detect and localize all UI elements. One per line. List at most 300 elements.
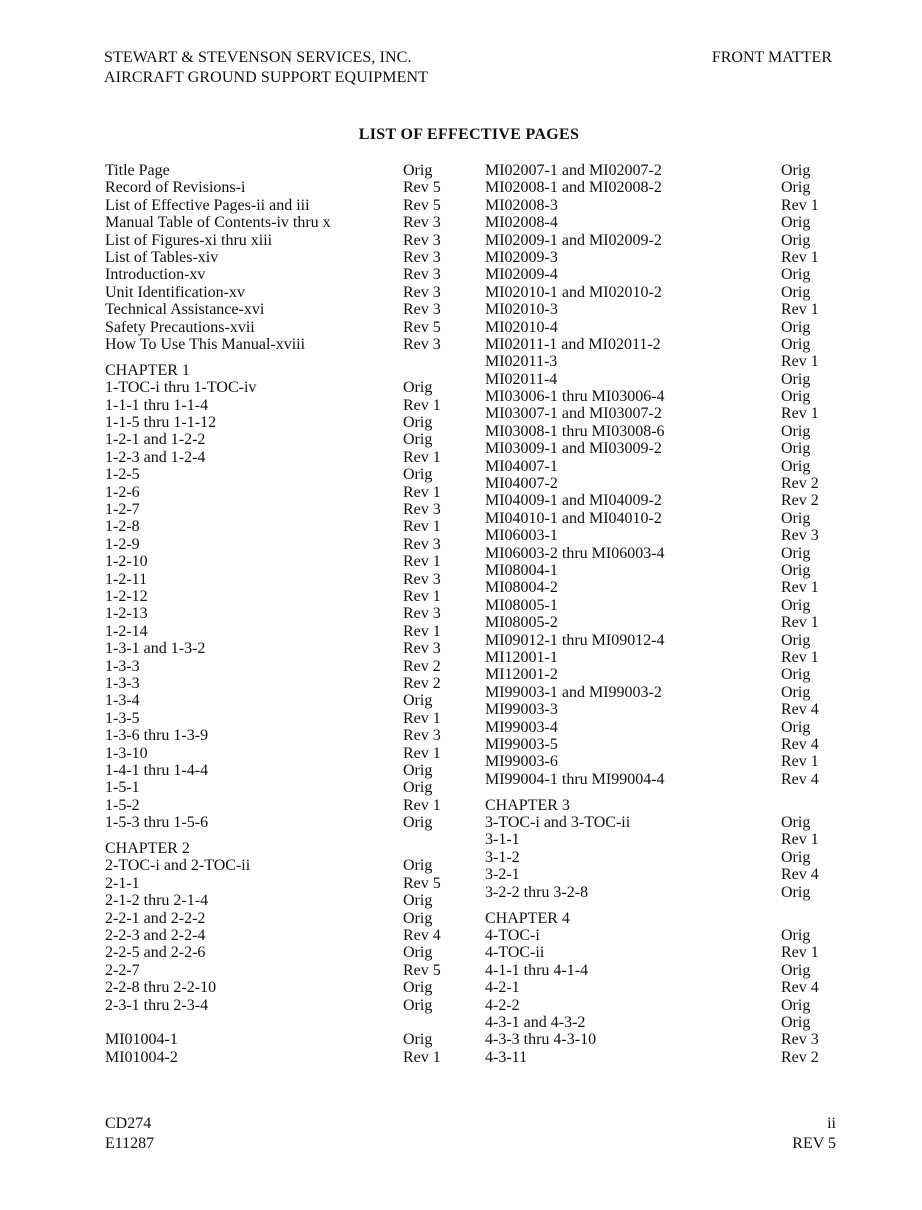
- revision-status: Orig: [781, 927, 811, 945]
- footer-left: [105, 1114, 154, 1154]
- page-range: 2-2-5 and 2-2-6: [105, 944, 206, 962]
- revision-status: Rev 2: [781, 1048, 819, 1066]
- lep-row: [105, 892, 465, 909]
- page-range: MI04010-1 and MI04010-2: [485, 509, 662, 527]
- page-range: MI02011-3: [485, 353, 558, 371]
- page-range: MI02011-4: [485, 370, 558, 388]
- revision-status: Orig: [403, 1031, 433, 1049]
- lep-row: [105, 484, 465, 501]
- page-range: 1-4-1 thru 1-4-4: [105, 761, 209, 779]
- page-range: 3-1-2: [485, 848, 520, 866]
- revision-status: Orig: [781, 1013, 811, 1031]
- page-range: MI01004-2: [105, 1048, 178, 1066]
- doc-number: E11287: [105, 1135, 155, 1152]
- page-range: MI02007-1 and MI02007-2: [485, 162, 662, 179]
- revision-status: Orig: [403, 857, 433, 875]
- page-range: 1-2-13: [105, 605, 148, 623]
- page-number: ii: [827, 1115, 836, 1132]
- revision-status: Orig: [781, 370, 811, 388]
- page-range: Introduction-xv: [105, 266, 206, 284]
- page-range: 4-TOC-ii: [485, 944, 545, 962]
- lep-row: [485, 284, 835, 301]
- lep-row: [105, 605, 465, 622]
- page-range: MI99003-1 and MI99003-2: [485, 683, 662, 701]
- revision-status: Orig: [403, 779, 433, 797]
- lep-row: [105, 675, 465, 692]
- revision-status: Rev 1: [781, 648, 819, 666]
- lep-row: [105, 944, 465, 961]
- page-range: 1-1-5 thru 1-1-12: [105, 414, 217, 432]
- revision-status: Orig: [403, 892, 433, 910]
- page-range: 1-3-3: [105, 657, 140, 675]
- lep-row: [485, 475, 835, 492]
- lep-row: [105, 162, 465, 179]
- revision-status: Orig: [781, 214, 811, 232]
- revision-status: Orig: [781, 544, 811, 562]
- lep-row: [485, 388, 835, 405]
- lep-row: [485, 831, 835, 848]
- page-range: CHAPTER 2: [105, 840, 190, 858]
- page-range: 1-2-10: [105, 553, 148, 571]
- revision-status: Rev 2: [781, 475, 819, 493]
- lep-row: [485, 632, 835, 649]
- page-range: 1-2-8: [105, 518, 140, 536]
- revision-status: Orig: [781, 457, 811, 475]
- lep-row: [485, 214, 835, 231]
- revision-status: Orig: [781, 335, 811, 353]
- page-range: 1-2-9: [105, 535, 140, 553]
- lep-row: [105, 266, 465, 283]
- chapter-heading: [105, 353, 465, 379]
- revision-status: Rev 4: [403, 927, 441, 945]
- lep-row: [485, 371, 835, 388]
- revision-status: Rev 4: [781, 979, 819, 997]
- revision-status: Orig: [403, 162, 433, 179]
- lep-row: [105, 658, 465, 675]
- page-range: 2-1-2 thru 2-1-4: [105, 892, 209, 910]
- lep-row: [485, 666, 835, 683]
- revision-status: Orig: [781, 266, 811, 284]
- page-range: 1-2-1 and 1-2-2: [105, 431, 206, 449]
- page-range: MI03009-1 and MI03009-2: [485, 440, 662, 458]
- page-range: 2-2-1 and 2-2-2: [105, 909, 206, 927]
- revision-status: Orig: [781, 318, 811, 336]
- lep-row: [485, 997, 835, 1014]
- page-range: MI99004-1 thru MI99004-4: [485, 770, 665, 788]
- page-range: MI99003-6: [485, 753, 558, 771]
- revision-status: Rev 3: [403, 605, 441, 623]
- page-range: 1-2-11: [105, 570, 148, 588]
- lep-row: [105, 553, 465, 570]
- revision-status: Rev 4: [781, 735, 819, 753]
- lep-row: [485, 510, 835, 527]
- lep-row: [105, 910, 465, 927]
- revision-status: Rev 1: [781, 405, 819, 423]
- lep-row: [105, 979, 465, 996]
- lep-row: [485, 927, 835, 944]
- division-name: AIRCRAFT GROUND SUPPORT EQUIPMENT: [104, 69, 429, 86]
- page-range: MI04007-2: [485, 475, 558, 493]
- revision-status: Rev 3: [403, 535, 441, 553]
- lep-row: [105, 727, 465, 744]
- page-range: 1-3-6 thru 1-3-9: [105, 727, 209, 745]
- revision-status: Rev 5: [403, 874, 441, 892]
- page-range: MI01004-1: [105, 1031, 178, 1049]
- revision-status: Orig: [781, 883, 811, 901]
- lep-row: [105, 875, 465, 892]
- revision-status: Rev 3: [403, 266, 441, 284]
- revision-status: Rev 3: [403, 214, 441, 232]
- revision-status: Orig: [781, 683, 811, 701]
- page-range: MI99003-5: [485, 735, 558, 753]
- lep-row: [485, 527, 835, 544]
- page-range: MI02010-3: [485, 301, 558, 319]
- revision-status: Orig: [403, 909, 433, 927]
- revision-status: Orig: [781, 440, 811, 458]
- lep-row: [485, 492, 835, 509]
- lep-row: [105, 414, 465, 431]
- lep-row: [105, 518, 465, 535]
- revision-status: Rev 5: [403, 196, 441, 214]
- revision-status: Rev 1: [781, 753, 819, 771]
- page-range: 2-TOC-i and 2-TOC-ii: [105, 857, 251, 875]
- page-range: 1-3-1 and 1-3-2: [105, 640, 206, 658]
- page-range: 3-1-1: [485, 831, 520, 849]
- page-range: 1-2-5: [105, 466, 140, 484]
- page-range: MI08005-2: [485, 614, 558, 632]
- revision-status: Orig: [403, 692, 433, 710]
- lep-row: [485, 1014, 835, 1031]
- revision-status: Rev 3: [403, 727, 441, 745]
- lep-row: [105, 179, 465, 196]
- revision-status: Rev 3: [403, 335, 441, 353]
- lep-row: [105, 336, 465, 353]
- page-range: MI02010-4: [485, 318, 558, 336]
- lep-row: [485, 979, 835, 996]
- company-name: STEWART & STEVENSON SERVICES, INC.: [104, 49, 412, 66]
- revision-status: Orig: [781, 631, 811, 649]
- page-range: 1-2-3 and 1-2-4: [105, 448, 206, 466]
- page-range: 4-3-3 thru 4-3-10: [485, 1031, 597, 1049]
- revision-status: Rev 1: [403, 622, 441, 640]
- page-range: MI99003-4: [485, 718, 558, 736]
- lep-row: [105, 1049, 465, 1066]
- revision-status: Rev 1: [781, 579, 819, 597]
- page-range: MI03007-1 and MI03007-2: [485, 405, 662, 423]
- lep-row: [485, 614, 835, 631]
- page-range: MI03006-1 thru MI03006-4: [485, 388, 665, 406]
- lep-row: [105, 762, 465, 779]
- page-range: 1-2-7: [105, 501, 140, 519]
- page-range: MI06003-1: [485, 527, 558, 545]
- revision-status: Orig: [781, 162, 811, 179]
- lep-row: [485, 944, 835, 961]
- header-left: [104, 48, 428, 88]
- lep-row: [485, 405, 835, 422]
- lep-row: [485, 701, 835, 718]
- page-range: MI02008-1 and MI02008-2: [485, 179, 662, 197]
- page-range: 1-5-1: [105, 779, 140, 797]
- lep-row: [485, 319, 835, 336]
- revision-status: Rev 3: [403, 301, 441, 319]
- page-range: 1-2-14: [105, 622, 148, 640]
- lep-row: [485, 597, 835, 614]
- lep-row: [485, 423, 835, 440]
- revision-status: Orig: [403, 814, 433, 832]
- revision-status: Rev 1: [403, 483, 441, 501]
- page-range: MI12001-2: [485, 666, 558, 684]
- revision-status: Orig: [781, 509, 811, 527]
- page-range: 1-2-6: [105, 483, 140, 501]
- revision-status: Orig: [403, 944, 433, 962]
- lep-row: [105, 588, 465, 605]
- lep-row: [105, 466, 465, 483]
- page-range: 2-2-8 thru 2-2-10: [105, 979, 217, 997]
- revision-status: Orig: [781, 596, 811, 614]
- page-range: Unit Identification-xv: [105, 283, 245, 301]
- lep-row: [105, 197, 465, 214]
- revision-status: Rev 1: [403, 518, 441, 536]
- revision-status: Orig: [781, 961, 811, 979]
- lep-row: [105, 857, 465, 874]
- page-range: MI04007-1: [485, 457, 558, 475]
- lep-row: [105, 431, 465, 448]
- lep-row: [485, 649, 835, 666]
- lep-row: [105, 571, 465, 588]
- revision-status: Orig: [403, 431, 433, 449]
- revision-status: Rev 1: [781, 248, 819, 266]
- revision-status: Rev 1: [403, 587, 441, 605]
- page-range: 4-3-11: [485, 1048, 528, 1066]
- revision-status: Orig: [781, 848, 811, 866]
- lep-row: [105, 797, 465, 814]
- spacer: [105, 1014, 465, 1031]
- page-range: Record of Revisions-i: [105, 179, 246, 197]
- revision-status: Orig: [403, 379, 433, 397]
- revision-status: Rev 5: [403, 961, 441, 979]
- page-range: 4-1-1 thru 4-1-4: [485, 961, 589, 979]
- revision-status: Orig: [403, 414, 433, 432]
- revision-status: Rev 1: [403, 709, 441, 727]
- revision-status: Orig: [403, 996, 433, 1014]
- lep-row: [485, 849, 835, 866]
- revision-status: Rev 1: [403, 448, 441, 466]
- lep-row: [105, 379, 465, 396]
- revision-status: Rev 1: [403, 396, 441, 414]
- lep-row: [485, 249, 835, 266]
- page-range: 3-2-1: [485, 866, 520, 884]
- revision-status: Rev 3: [403, 501, 441, 519]
- page-range: List of Effective Pages-ii and iii: [105, 196, 310, 214]
- page-range: CHAPTER 4: [485, 909, 570, 927]
- page-range: MI04009-1 and MI04009-2: [485, 492, 662, 510]
- page-range: MI08004-1: [485, 561, 558, 579]
- revision-status: Orig: [403, 761, 433, 779]
- lep-row: [105, 814, 465, 831]
- lep-row: [485, 579, 835, 596]
- revision-status: Rev 5: [403, 318, 441, 336]
- lep-row: [105, 640, 465, 657]
- lep-row: [105, 284, 465, 301]
- page-range: 2-3-1 thru 2-3-4: [105, 996, 209, 1014]
- revision-status: Rev 1: [781, 831, 819, 849]
- page-range: 3-2-2 thru 3-2-8: [485, 883, 589, 901]
- right-column: [485, 162, 835, 1066]
- page-range: List of Figures-xi thru xiii: [105, 231, 273, 249]
- page-range: Manual Table of Contents-iv thru x: [105, 214, 331, 232]
- lep-row: [485, 266, 835, 283]
- page-range: MI99003-3: [485, 701, 558, 719]
- page-range: MI02009-1 and MI02009-2: [485, 231, 662, 249]
- revision-status: Rev 1: [781, 353, 819, 371]
- revision-status: Rev 1: [781, 614, 819, 632]
- revision-status: Rev 3: [781, 527, 819, 545]
- page-title: LIST OF EFFECTIVE PAGES: [358, 126, 580, 143]
- revision-status: Rev 1: [403, 796, 441, 814]
- revision-status: Rev 5: [403, 179, 441, 197]
- lep-row: [105, 449, 465, 466]
- page-range: Safety Precautions-xvii: [105, 318, 255, 336]
- chapter-heading: [485, 901, 835, 927]
- revision-status: Orig: [781, 388, 811, 406]
- lep-row: [485, 197, 835, 214]
- page-range: MI09012-1 thru MI09012-4: [485, 631, 665, 649]
- revision-status: Orig: [403, 466, 433, 484]
- lep-row: [105, 745, 465, 762]
- revision-status: Rev 4: [781, 770, 819, 788]
- page-range: 1-5-2: [105, 796, 140, 814]
- revision-status: Rev 3: [403, 640, 441, 658]
- page-range: MI08005-1: [485, 596, 558, 614]
- lep-row: [485, 684, 835, 701]
- page-range: MI06003-2 thru MI06003-4: [485, 544, 665, 562]
- page-range: 4-TOC-i: [485, 927, 540, 945]
- lep-row: [485, 771, 835, 788]
- revision-status: Rev 2: [403, 674, 441, 692]
- lep-row: [485, 736, 835, 753]
- revision-status: Rev 4: [781, 866, 819, 884]
- lep-row: [105, 536, 465, 553]
- lep-row: [105, 501, 465, 518]
- lep-row: [105, 927, 465, 944]
- page-range: MI02010-1 and MI02010-2: [485, 283, 662, 301]
- lep-row: [485, 232, 835, 249]
- revision-status: Orig: [781, 814, 811, 832]
- page-range: 4-2-2: [485, 996, 520, 1014]
- page-range: CHAPTER 3: [485, 796, 570, 814]
- revision-status: Orig: [781, 179, 811, 197]
- page-range: 1-TOC-i thru 1-TOC-iv: [105, 379, 257, 397]
- page-range: 1-3-10: [105, 744, 148, 762]
- revision-status: Orig: [781, 561, 811, 579]
- page-range: MI08004-2: [485, 579, 558, 597]
- chapter-heading: [105, 831, 465, 857]
- lep-row: [485, 545, 835, 562]
- revision-status: Orig: [403, 979, 433, 997]
- revision-status: Rev 2: [781, 492, 819, 510]
- revision-status: Orig: [781, 718, 811, 736]
- revision-status: Rev 3: [403, 283, 441, 301]
- revision-label: REV 5: [792, 1135, 836, 1152]
- page-range: 2-1-1: [105, 874, 140, 892]
- lep-row: [485, 353, 835, 370]
- revision-status: Orig: [781, 231, 811, 249]
- lep-row: [485, 719, 835, 736]
- lep-row: [105, 319, 465, 336]
- lep-row: [105, 1031, 465, 1048]
- lep-row: [105, 962, 465, 979]
- lep-row: [485, 1049, 835, 1066]
- lep-row: [105, 997, 465, 1014]
- lep-row: [485, 753, 835, 770]
- lep-row: [485, 162, 835, 179]
- lep-row: [105, 692, 465, 709]
- revision-status: Rev 3: [403, 231, 441, 249]
- revision-status: Rev 1: [781, 196, 819, 214]
- revision-status: Orig: [781, 283, 811, 301]
- page-range: 4-2-1: [485, 979, 520, 997]
- revision-status: Rev 3: [403, 570, 441, 588]
- lep-row: [105, 214, 465, 231]
- page-range: 1-3-5: [105, 709, 140, 727]
- page-range: MI02008-3: [485, 196, 558, 214]
- page-range: 1-2-12: [105, 587, 148, 605]
- page-range: 1-3-3: [105, 674, 140, 692]
- revision-status: Rev 2: [403, 657, 441, 675]
- lep-row: [485, 458, 835, 475]
- page-range: MI02008-4: [485, 214, 558, 232]
- revision-status: Rev 4: [781, 701, 819, 719]
- lep-row: [485, 179, 835, 196]
- page-range: 3-TOC-i and 3-TOC-ii: [485, 814, 631, 832]
- page-range: 1-3-4: [105, 692, 140, 710]
- lep-row: [485, 562, 835, 579]
- page-range: 4-3-1 and 4-3-2: [485, 1013, 586, 1031]
- page-range: 1-1-1 thru 1-1-4: [105, 396, 209, 414]
- revision-status: Rev 3: [781, 1031, 819, 1049]
- page-range: Title Page: [105, 162, 170, 179]
- lep-row: [485, 962, 835, 979]
- chapter-heading: [485, 788, 835, 814]
- page-range: MI02009-4: [485, 266, 558, 284]
- page-range: MI12001-1: [485, 648, 558, 666]
- doc-code: CD274: [105, 1115, 152, 1132]
- lep-row: [485, 866, 835, 883]
- page-range: List of Tables-xiv: [105, 248, 219, 266]
- revision-status: Rev 3: [403, 248, 441, 266]
- lep-row: [105, 779, 465, 796]
- lep-row: [485, 440, 835, 457]
- revision-status: Rev 1: [781, 944, 819, 962]
- page-range: MI02009-3: [485, 248, 558, 266]
- lep-row: [105, 397, 465, 414]
- page-range: 1-5-3 thru 1-5-6: [105, 814, 209, 832]
- page-range: CHAPTER 1: [105, 362, 190, 380]
- page-range: 2-2-3 and 2-2-4: [105, 927, 206, 945]
- revision-status: Orig: [781, 996, 811, 1014]
- page-range: How To Use This Manual-xviii: [105, 335, 306, 353]
- lep-row: [485, 336, 835, 353]
- lep-row: [105, 623, 465, 640]
- footer-right: [792, 1114, 836, 1154]
- revision-status: Rev 1: [403, 744, 441, 762]
- left-column: [105, 162, 465, 1066]
- lep-row: [105, 249, 465, 266]
- page-range: Technical Assistance-xvi: [105, 301, 265, 319]
- lep-row: [485, 884, 835, 901]
- revision-status: Rev 1: [781, 301, 819, 319]
- lep-row: [105, 232, 465, 249]
